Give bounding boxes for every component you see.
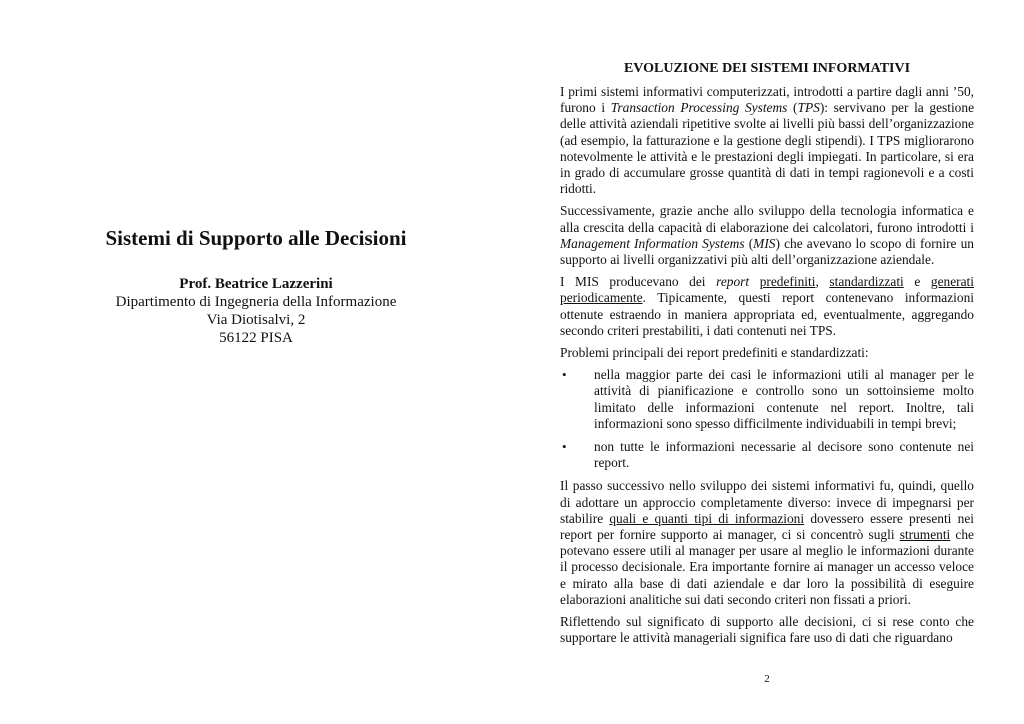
author-block bbox=[60, 275, 452, 347]
text-span: che potevano essere utili al manager per usare al meglio le informazioni durante il processo decisionale. Era importante fornire ai manager un accesso veloce e mirato alla base di dati aziendale e dar loro la possibilità di eseguire elaborazioni analitiche sui dati secondo criteri non fissati a priori. bbox=[560, 527, 974, 607]
paragraph-mis bbox=[560, 203, 974, 268]
text-span: ) che avevano lo scopo di fornire un supporto ai livelli organizzativi più alti dell’organizzazione aziendale. bbox=[560, 235, 974, 268]
text-span: e bbox=[903, 274, 931, 290]
term-italic: report bbox=[716, 274, 750, 290]
list-item-text: non tutte le informazioni necessarie al decisore sono contenute nei report. bbox=[594, 439, 974, 471]
term-italic: TPS bbox=[797, 100, 820, 116]
left-page bbox=[60, 0, 452, 724]
right-page bbox=[560, 60, 974, 653]
paragraph-next-step bbox=[560, 478, 974, 608]
underlined-term: standardizzati bbox=[829, 274, 904, 290]
document-title: Sistemi di Supporto alle Decisioni bbox=[105, 226, 407, 250]
text-span: ( bbox=[744, 235, 754, 251]
address-city: 56122 PISA bbox=[219, 330, 293, 346]
problems-list bbox=[560, 367, 974, 471]
paragraph-report bbox=[560, 274, 974, 339]
term-italic: MIS bbox=[753, 235, 776, 251]
text-span: Il passo successivo nello sviluppo dei sistemi informativi fu, quindi, quello di adottare un approccio completamente diverso: invece di impegnarsi per stabilire bbox=[560, 478, 974, 526]
underlined-term: quali e quanti tipi di informazioni bbox=[609, 510, 805, 526]
term-italic: Transaction Processing Systems bbox=[610, 100, 788, 116]
term-italic: Management Information Systems bbox=[560, 235, 745, 251]
address-street: Via Diotisalvi, 2 bbox=[206, 312, 306, 328]
text-span: I MIS producevano dei bbox=[560, 274, 717, 290]
paragraph-tps bbox=[560, 84, 974, 197]
underlined-term: generati periodicamente bbox=[560, 274, 974, 306]
list-item bbox=[560, 367, 974, 432]
list-item-text: nella maggior parte dei casi le informazioni utili al manager per le attività di pianificazione e controllo sono un sottoinsieme molto limitato delle informazioni contenute nel report. Inoltre, tali informazioni sono spesso difficilmente individuabili in tempi brevi; bbox=[594, 367, 974, 431]
bullet-icon: • bbox=[562, 367, 567, 383]
page-number: 2 bbox=[764, 673, 770, 685]
section-title: EVOLUZIONE DEI SISTEMI INFORMATIVI bbox=[623, 61, 911, 76]
text-span: Successivamente, grazie anche allo sviluppo della tecnologia informatica e alla crescita della capacità di elaborazione dei calcolatori, furono introdotti i bbox=[560, 203, 974, 235]
text-span: ( bbox=[787, 100, 798, 116]
bullet-icon: • bbox=[562, 439, 567, 455]
text-span: ): servivano per la gestione delle attività aziendali ripetitive svolte ai livelli più bassi dell’organizzazione (ad esempio, la fatturazione e la gestione degli stipendi). I TPS migliorarono notevolmente le attività e le prestazioni degli impiegati. In particolare, si era in grado di accumulare grosse quantità di dati in tempi ragionevoli e a costi ridotti. bbox=[560, 100, 975, 197]
text-span: . Tipicamente, questi report contenevano informazioni ottenute estraendo in maniera appropriata ed, eventualmente, aggregando secondo criteri prestabiliti, i dati contenuti nei TPS. bbox=[560, 290, 974, 338]
text-span bbox=[749, 274, 760, 289]
department: Dipartimento di Ingegneria della Informazione bbox=[115, 294, 397, 310]
text-span: I primi sistemi informativi computerizzati, introdotti a partire dagli anni ’50, furono i bbox=[560, 84, 974, 116]
underlined-term: strumenti bbox=[899, 527, 951, 543]
author-name: Prof. Beatrice Lazzerini bbox=[179, 276, 333, 292]
underlined-term: predefiniti bbox=[759, 274, 816, 290]
paragraph-problems: Problemi principali dei report predefiniti e standardizzati: bbox=[560, 345, 869, 361]
text-span: dovessero essere presenti nei report per fornire supporto ai manager, ci si concentrò sugli bbox=[560, 510, 974, 543]
list-item bbox=[560, 439, 974, 471]
paragraph-reflection: Riflettendo sul significato di supporto alle decisioni, ci si rese conto che supportare le attività manageriali significa fare uso di dati che riguardano bbox=[560, 614, 974, 646]
text-span: , bbox=[815, 274, 830, 290]
